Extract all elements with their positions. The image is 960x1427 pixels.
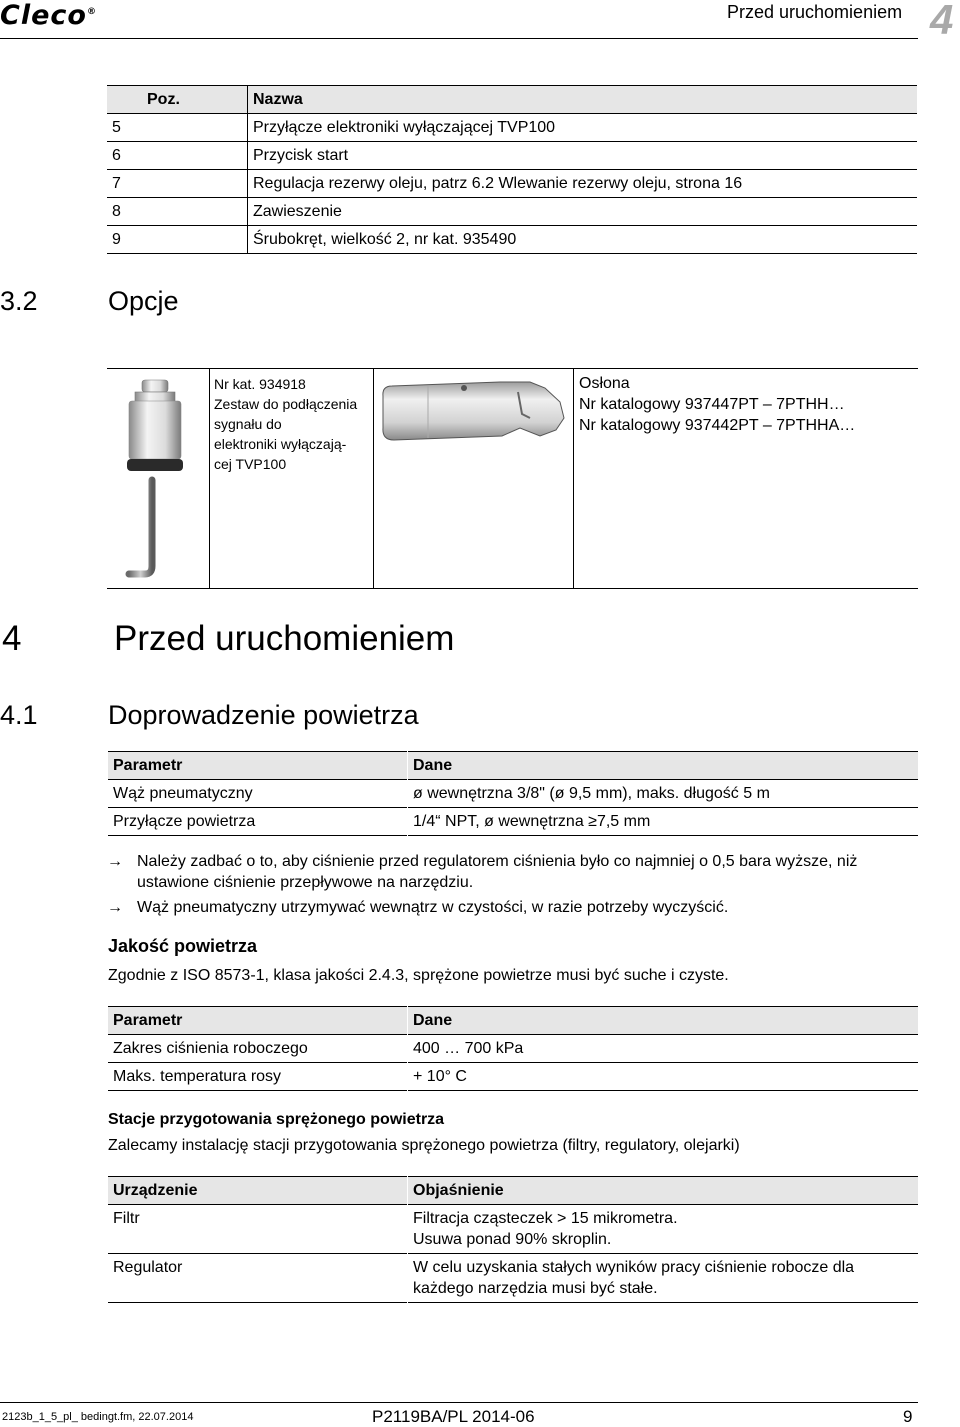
running-header-title: Przed uruchomieniem [727, 2, 903, 22]
footer-rule [0, 1402, 918, 1403]
pressure-table [108, 1006, 918, 1091]
cell-name: Śrubokręt, wielkość 2, nr kat. 935490 [248, 226, 918, 254]
col-header-data: Dane [408, 752, 919, 780]
air-quality-title: Jakość powietrza [108, 936, 258, 956]
cell-name: Regulacja rezerwy oleju, patrz 6.2 Wlewanie rezerwy oleju, strona 16 [248, 170, 918, 198]
col-header-name: Nazwa [248, 86, 918, 114]
arrow-right-icon: → [107, 899, 123, 916]
table-row [107, 142, 917, 170]
table-row [108, 1205, 918, 1254]
header-rule [0, 38, 918, 39]
prep-stations-title: Stacje przygotowania sprężonego powietrza [108, 1111, 445, 1128]
device-table [108, 1176, 918, 1303]
divider [573, 368, 574, 589]
col-header-data: Dane [408, 1007, 919, 1035]
signal-kit-image [115, 376, 195, 581]
footer-doc-id: P2119BA/PL 2014-06 [372, 1407, 535, 1426]
table-row [108, 1254, 918, 1303]
table-row [107, 170, 917, 198]
cell-parameter: Zakres ciśnienia roboczego [113, 1039, 308, 1057]
parts-table [107, 85, 917, 254]
cell-parameter: Przyłącze powietrza [113, 812, 256, 830]
air-supply-table [108, 751, 918, 836]
table-header-row [108, 1177, 918, 1205]
note-pressure: → Należy zadbać o to, aby ciśnienie przed regulatorem ciśnienia było co najmniej o 0,5 bara wyższe, niż ustawione ciśnienie przepływowe na narzędziu. [107, 853, 858, 891]
table-row [107, 198, 917, 226]
cover-image [380, 378, 568, 448]
cell-data: + 10° C [408, 1063, 919, 1091]
col-header-parameter: Parametr [108, 752, 408, 780]
table-row [108, 808, 918, 836]
cell-pos: 7 [112, 174, 121, 192]
cell-pos: 9 [112, 230, 121, 248]
chapter-title: Przed uruchomieniem [114, 619, 455, 658]
divider [373, 368, 374, 589]
cell-data: 400 … 700 kPa [408, 1035, 919, 1063]
col-header-explanation: Objaśnienie [408, 1177, 919, 1205]
cell-device: Regulator [113, 1259, 183, 1276]
section-number: 4.1 [0, 700, 38, 730]
divider [209, 368, 210, 589]
cell-name: Zawieszenie [248, 198, 918, 226]
table-row [107, 226, 917, 254]
prep-stations-text: Zalecamy instalację stacji przygotowania sprężonego powietrza (filtry, regulatory, olejarki) [108, 1137, 740, 1154]
cell-parameter: Wąż pneumatyczny [113, 784, 253, 802]
table-row [108, 780, 918, 808]
cell-pos: 6 [112, 146, 121, 164]
cell-pos: 5 [112, 118, 121, 136]
note-hose-clean: → Wąż pneumatyczny utrzymywać wewnątrz w czystości, w razie potrzeby wyczyścić. [107, 899, 729, 916]
chapter-number: 4 [2, 619, 22, 658]
option-cover-description: Osłona Nr katalogowy 937447PT – 7PTHH… Nr katalogowy 937442PT – 7PTHHA… [579, 375, 856, 434]
table-row [108, 1035, 918, 1063]
section-title: Doprowadzenie powietrza [108, 700, 419, 730]
cell-parameter: Maks. temperatura rosy [113, 1067, 282, 1085]
cell-data: 1/4“ NPT, ø wewnętrzna ≥7,5 mm [408, 808, 919, 836]
cell-device: Filtr [113, 1210, 140, 1227]
cleco-logo: Cleco® [0, 0, 97, 31]
cell-explanation: Filtracja cząsteczek > 15 mikrometra. Usuwa ponad 90% skroplin. [408, 1205, 919, 1254]
arrow-right-icon: → [107, 853, 123, 870]
table-header-row [108, 752, 918, 780]
table-header-row [107, 86, 917, 114]
chapter-number-badge: 4 [930, 0, 954, 43]
col-header-parameter: Parametr [108, 1007, 408, 1035]
cell-explanation: W celu uzyskania stałych wyników pracy ciśnienie robocze dla każdego narzędzia musi być stałe. [408, 1254, 919, 1303]
page-number: 9 [903, 1407, 913, 1426]
air-quality-text: Zgodnie z ISO 8573-1, klasa jakości 2.4.3, sprężone powietrze musi być suche i czyste. [108, 967, 729, 984]
col-header-device: Urządzenie [108, 1177, 408, 1205]
table-row [108, 1063, 918, 1091]
section-number: 3.2 [0, 286, 38, 316]
option-kit-description: Nr kat. 934918 Zestaw do podłączenia sygnału do elektroniki wyłączają- cej TVP100 [214, 376, 358, 472]
footer-file-info: 2123b_1_5_pl_ bedingt.fm, 22.07.2014 [2, 1411, 194, 1423]
table-row [107, 114, 917, 142]
cell-name: Przyłącze elektroniki wyłączającej TVP100 [248, 114, 918, 142]
section-title: Opcje [108, 286, 179, 316]
cell-pos: 8 [112, 202, 121, 220]
table-header-row [108, 1007, 918, 1035]
cell-name: Przycisk start [248, 142, 918, 170]
col-header-pos: Poz. [107, 86, 248, 114]
cell-data: ø wewnętrzna 3/8" (ø 9,5 mm), maks. długość 5 m [408, 780, 919, 808]
